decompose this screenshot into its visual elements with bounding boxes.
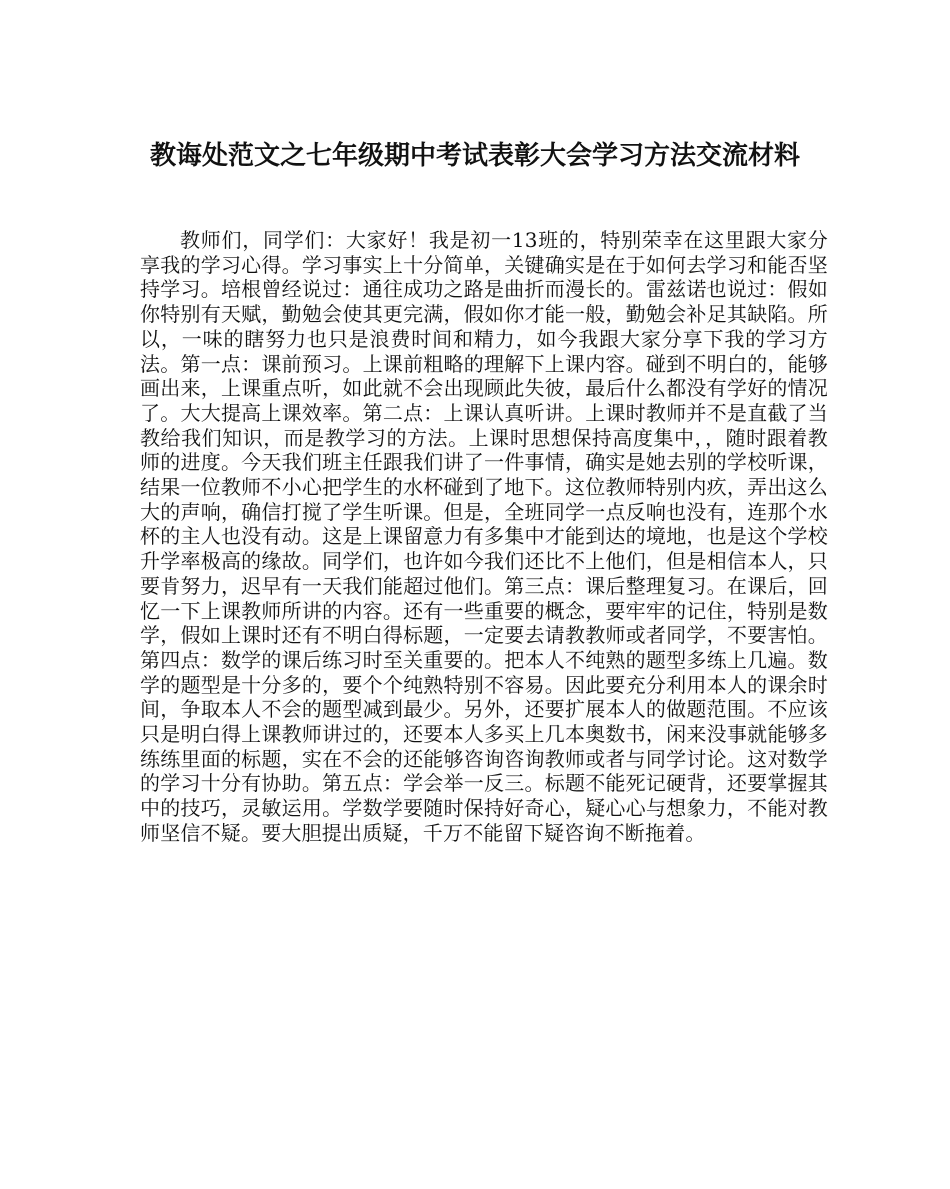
document-title: 教诲处范文之七年级期中考试表彰大会学习方法交流材料 xyxy=(149,141,800,171)
document-body-paragraph: 教师们，同学们：大家好！我是初一13班的，特别荣幸在这里跟大家分享我的学习心得。学习事实上十分简单，关键确实是在于如何去学习和能否坚持学习。培根曾经说过：通往成功之路是曲折而漫长的。雷兹诺也说过：假如你特别有天赋，勤勉会使其更完满，假如你才能一般，勤勉会补足其缺陷。所以，一味的瞎努力也只是浪费时间和精力，如今我跟大家分享下我的学习方法。第一点：课前预习。上课前粗略的理解下上课内容。碰到不明白的，能够画出来，上课重点听，如此就不会出现顾此失彼，最后什么都没有学好的情况了。大大提高上课效率。第二点：上课认真听讲。上课时教师并不是直截了当教给我们知识，而是教学习的方法。上课时思想保持高度集中，，随时跟着教师的进度。今天我们班主任跟我们讲了一件事情，确实是她去别的学校听课，结果一位教师不小心把学生的水杯碰到了地下。这位教师特别内疚，弄出这么大的声响，确信打搅了学生听课。但是，全班同学一点反响也没有，连那个水杯的主人也没有动。这是上课留意力有多集中才能到达的境地，也是这个学校升学率极高的缘故。同学们，也许如今我们还比不上他们，但是相信本人，只要肯努力，迟早有一天我们能超过他们。第三点：课后整理复习。在课后，回忆一下上课教师所讲的内容。还有一些重要的概念，要牢牢的记住，特别是数学，假如上课时还有不明白得标题，一定要去请教教师或者同学，不要害怕。第四点：数学的课后练习时至关重要的。把本人不纯熟的题型多练上几遍。数学的题型是十分多的，要个个纯熟特别不容易。因此要充分利用本人的课余时间，争取本人不会的题型减到最少。另外，还要扩展本人的做题范围。不应该只是明白得上课教师讲过的，还要本人多买上几本奥数书，闲来没事就能够多练练里面的标题，实在不会的还能够咨询咨询教师或者与同学讨论。这对数学的学习十分有协助。第五点：学会举一反三。标题不能死记硬背，还要掌握其中的技巧，灵敏运用。学数学要随时保持好奇心，疑心心与想象力，不能对教师坚信不疑。要大胆提出质疑，千万不能留下疑咨询不断拖着。 xyxy=(140,228,828,845)
